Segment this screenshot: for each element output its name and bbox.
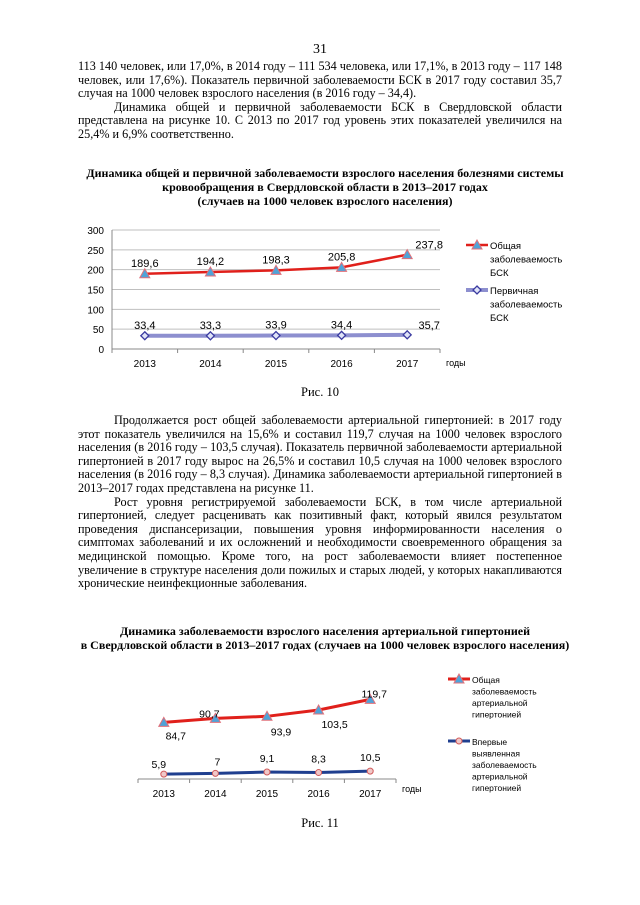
data-label: 93,9 — [270, 726, 292, 739]
y-tick-label: 100 — [87, 305, 104, 317]
x-tick-label: 2017 — [359, 789, 382, 800]
data-label: 33,4 — [134, 319, 156, 332]
y-tick-label: 200 — [87, 265, 104, 277]
data-label: 35,7 — [418, 319, 440, 332]
data-label: 34,4 — [330, 319, 353, 332]
data-label: 9,1 — [259, 753, 275, 766]
x-tick-label: 2014 — [204, 789, 227, 800]
chart-title-line: (случаев на 1000 человек взрослого населения) — [197, 194, 453, 208]
paragraph: Динамика общей и первичной заболеваемости БСК в Свердловской области представлена на рисунке 10. С 2013 по 2017 год уровень этих показателей увеличился на 25,4% и 6,9% соответственно. — [78, 99, 562, 141]
legend-label: заболеваемость — [472, 760, 537, 770]
x-tick-label: 2017 — [396, 359, 419, 370]
legend-label: Впервые — [472, 737, 508, 747]
legend-label: БСК — [490, 268, 509, 279]
data-label: 205,8 — [327, 251, 356, 264]
x-tick-label: 2013 — [152, 789, 175, 800]
legend-label: гипертонией — [472, 783, 522, 793]
circle-marker — [212, 770, 218, 776]
circle-marker — [316, 770, 322, 776]
x-tick-label: 2015 — [255, 789, 279, 800]
data-label: 194,2 — [196, 255, 225, 268]
data-label: 198,3 — [262, 254, 290, 267]
legend-label: заболеваемость — [490, 299, 563, 311]
data-label: 33,9 — [265, 319, 287, 332]
data-label: 119,7 — [361, 688, 387, 701]
circle-marker — [161, 771, 167, 777]
data-label: 84,7 — [165, 730, 187, 743]
x-tick-label: 2014 — [199, 359, 222, 370]
data-label: 103,5 — [321, 719, 348, 732]
x-tick-label: 2016 — [307, 789, 330, 800]
x-tick-label: 2013 — [133, 359, 156, 370]
data-label: 189,6 — [131, 257, 159, 270]
data-label: 5,9 — [151, 759, 167, 772]
data-label: 90,7 — [199, 708, 220, 721]
data-label: 33,3 — [199, 319, 222, 332]
circle-marker — [456, 738, 462, 744]
figure-caption: Рис. 10 — [301, 385, 339, 399]
paragraph: Продолжается рост общей заболеваемости артериальной гипертонией: в 2017 году этот показатель увеличился на 15,6% и составил 119,7 случая на 1000 человек взрослого населения (в 2016 году – 103,5 случая). Показатель первичной заболеваемости артериальной гипертонией в 2017 году вырос на 26,5% и составил 10,5 случая на 1000 человек взрослого населения (в 2016 году – 8,3 случая). Динамика заболеваемости артериальной гипертонией в 2013–2017 годах представлена на рисунке 11. — [78, 413, 562, 495]
legend-label: Общая — [472, 675, 500, 685]
legend-label: Первичная — [490, 286, 539, 297]
legend-label: БСК — [490, 313, 509, 324]
x-tick-label: 2016 — [330, 359, 353, 370]
chart-title-line: Динамика заболеваемости взрослого населения артериальной гипертонией — [120, 624, 530, 638]
y-tick-label: 150 — [87, 285, 104, 297]
data-label: 237,8 — [415, 239, 443, 252]
y-tick-label: 50 — [92, 325, 104, 337]
circle-marker — [367, 768, 373, 774]
paragraph: Рост уровня регистрируемой заболеваемости БСК, в том числе артериальной гипертонией, следует расценивать как позитивный факт, который явился результатом проведения диспансеризации, повышения уровня информированности населения о симптомах заболеваний и их осложнений и необходимости своевременного обращения за медицинской помощью. Кроме того, на рост заболеваемости влияет постепенное увеличение в структуре населения доли пожилых и старых людей, у которых накапливаются хронические неинфекционные заболевания. — [78, 494, 562, 591]
y-tick-label: 0 — [98, 345, 104, 356]
legend-label: заболеваемость — [472, 686, 537, 697]
y-tick-label: 300 — [87, 226, 104, 237]
data-label: 7 — [214, 756, 221, 769]
data-label: 8,3 — [311, 753, 326, 766]
chart-title-line: в Свердловской области в 2013–2017 годах (случаев на 1000 человек взрослого населения) — [80, 638, 570, 652]
legend-label: артериальной — [472, 698, 528, 708]
figure-caption: Рис. 11 — [301, 816, 339, 830]
chart-title-line: Динамика общей и первичной заболеваемости взрослого населения болезнями системы — [86, 166, 564, 180]
y-tick-label: 250 — [87, 245, 104, 257]
x-tick-label: 2015 — [264, 359, 288, 370]
data-label: 10,5 — [359, 752, 381, 765]
x-axis-label: годы — [402, 784, 422, 794]
legend-label: выявленная — [472, 748, 520, 759]
paragraph: 113 140 человек, или 17,0%, в 2014 году – 111 534 человека, или 17,1%, в 2013 году – 117 148 человек, или 17,6%). Показатель первичной заболеваемости БСК в 2017 году составил 35,7 случая на 1000 человек взрослого населения (в 2016 году – 34,4). — [78, 59, 562, 101]
legend-label: заболеваемость — [490, 254, 563, 266]
legend-label: гипертонией — [472, 709, 522, 720]
legend-label: артериальной — [472, 771, 528, 782]
legend-label: Общая — [490, 241, 522, 252]
x-axis-label: годы — [446, 358, 466, 368]
circle-marker — [264, 769, 270, 775]
chart-title-line: кровообращения в Свердловской области в 2013–2017 годах — [162, 180, 488, 194]
page-number: 31 — [313, 42, 327, 57]
